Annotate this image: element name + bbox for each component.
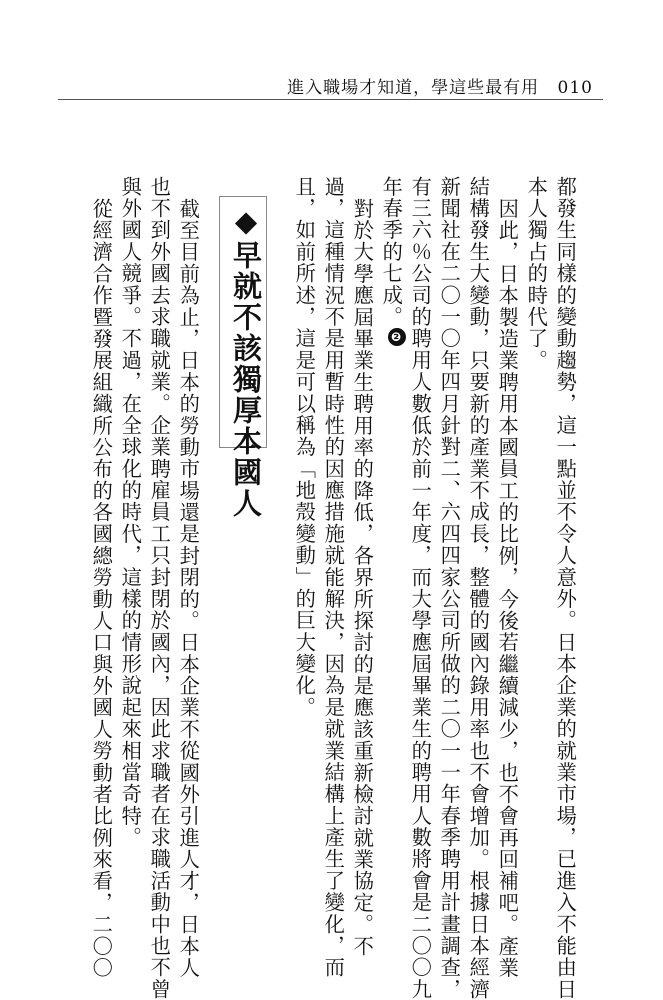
footnote-marker-icon: ❷ xyxy=(388,328,406,346)
text-line: 也不到外國去求職就業。企業聘雇員工只封閉於國內，因此求職者在求職活動中也不曾 xyxy=(147,176,172,1000)
text-line: 本人獨占的時代了。 xyxy=(524,176,549,372)
text-line-content: 年春季的七成。 xyxy=(379,176,404,328)
page-number: 010 xyxy=(557,78,593,98)
section-heading-text: 早就不該獨厚本國人 xyxy=(229,240,263,519)
section-heading xyxy=(226,204,263,519)
text-line: 有三六％公司的聘用人數低於前一年度，而大學應屆畢業生的聘用人數將會是二〇〇九 xyxy=(408,176,433,1000)
text-line xyxy=(381,176,406,346)
running-head xyxy=(287,73,593,98)
text-line: 與外國人競爭。不過，在全球化的時代，這樣的情形說起來相當奇特。 xyxy=(118,176,143,849)
text-line: 因此，日本製造業聘用本國員工的比例，今後若繼續減少，也不會再回補吧。產業 xyxy=(495,198,520,979)
text-line: 對於大學應屆畢業生聘用率的降低，各界所探討的是應該重新檢討就業協定。不 xyxy=(350,198,375,958)
text-line: 且，如前所述，這是可以稱為「地殼變動」的巨大變化。 xyxy=(292,176,317,719)
diamond-icon: ◆ xyxy=(229,204,263,240)
text-line: 結構發生大變動，只要新的產業不成長，整體的國內錄用率也不會增加。根據日本經濟 xyxy=(466,176,491,1000)
text-line: 都發生同樣的變動趨勢，這一點並不令人意外。日本企業的就業市場，已進入不能由日 xyxy=(553,176,578,1000)
running-title: 進入職場才知道，學這些最有用 xyxy=(287,78,540,98)
text-line: 截至目前為止，日本的勞動市場還是封閉的。日本企業不從國外引進人才，日本人 xyxy=(176,198,201,979)
text-line: 從經濟合作暨發展組織所公布的各國總勞動人口與外國人勞動者比例來看，二〇〇 xyxy=(89,198,114,979)
text-line: 新聞社在二〇一〇年四月針對二、六四四家公司所做的二〇一一年春季聘用計畫調查， xyxy=(437,176,462,1000)
text-line: 過，這種情況不是用暫時性的因應措施就能解決，因為是就業結構上產生了變化，而 xyxy=(321,176,346,979)
header-rule xyxy=(58,99,603,100)
